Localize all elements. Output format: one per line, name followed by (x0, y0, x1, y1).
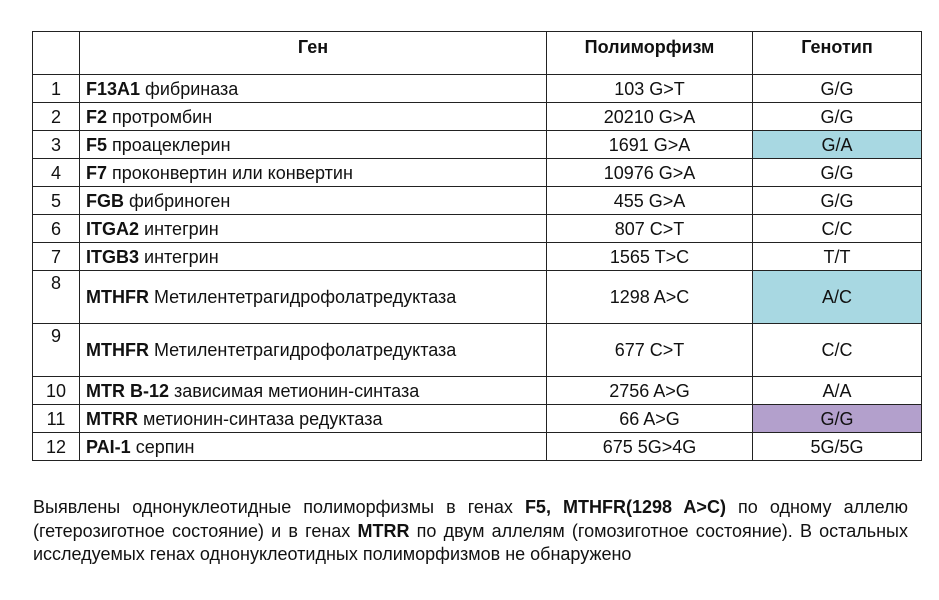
table-row (33, 159, 922, 187)
row-number: 1 (33, 75, 80, 103)
gene-cell (80, 103, 547, 131)
row-number: 6 (33, 215, 80, 243)
table-row (33, 377, 922, 405)
polymorphism-cell: 66 A>G (547, 405, 753, 433)
genotype-table (32, 31, 922, 461)
gene-name: интегрин (139, 246, 219, 267)
gene-name: Метилентетрагидрофолатредуктаза (148, 287, 457, 307)
gene-name: Метилентетрагидрофолатредуктаза (148, 340, 457, 360)
gene-name: зависимая метионин-синтаза (169, 380, 420, 401)
row-number: 8 (33, 271, 80, 324)
conclusion-paragraph (33, 496, 908, 567)
genotype-cell: G/A (753, 131, 922, 159)
gene-code: MTHFR (86, 340, 149, 360)
row-number: 10 (33, 377, 80, 405)
gene-code: PAI-1 (86, 436, 131, 457)
table-row (33, 324, 922, 377)
gene-code: F5 (86, 134, 108, 155)
polymorphism-cell: 455 G>A (547, 187, 753, 215)
gene-name: фибриноген (124, 190, 231, 211)
genotype-cell: C/C (753, 215, 922, 243)
gene-cell (80, 405, 547, 433)
row-number: 12 (33, 433, 80, 461)
genotype-cell: A/C (753, 271, 922, 324)
gene-name: проацеклерин (107, 134, 231, 155)
table-row (33, 75, 922, 103)
conclusion-heterozygous-genes: F5, MTHFR(1298 A>C) (524, 497, 726, 517)
gene-cell (80, 433, 547, 461)
gene-code: F13A1 (86, 78, 141, 99)
polymorphism-cell: 10976 G>A (547, 159, 753, 187)
polymorphism-cell: 677 C>T (547, 324, 753, 377)
polymorphism-cell: 807 C>T (547, 215, 753, 243)
gene-cell (80, 75, 547, 103)
genotype-cell: G/G (753, 405, 922, 433)
polymorphism-cell: 2756 A>G (547, 377, 753, 405)
gene-name: серпин (130, 436, 195, 457)
gene-name: проконвертин или конвертин (107, 162, 353, 183)
genotype-cell: G/G (753, 159, 922, 187)
gene-code: MTHFR (86, 287, 149, 307)
gene-name: метионин-синтаза редуктаза (138, 408, 383, 429)
conclusion-homozygous-genes: MTRR (357, 520, 410, 541)
gene-code: MTR B-12 (86, 380, 170, 401)
polymorphism-cell: 1565 T>C (547, 243, 753, 271)
gene-name: протромбин (107, 106, 213, 127)
genotype-cell: G/G (753, 75, 922, 103)
gene-cell (80, 131, 547, 159)
genotype-cell: C/C (753, 324, 922, 377)
gene-cell (80, 324, 547, 377)
row-number: 4 (33, 159, 80, 187)
gene-code: ITGA2 (86, 218, 140, 239)
gene-cell (80, 243, 547, 271)
table-row (33, 243, 922, 271)
gene-code: ITGB3 (86, 246, 140, 267)
row-number: 9 (33, 324, 80, 377)
gene-cell (80, 159, 547, 187)
polymorphism-cell: 1691 G>A (547, 131, 753, 159)
conclusion-text: по двум аллелям (гомозиготное состояние). В остальных исследуемых генах однонуклеотидных полиморфизмов не обнаружено (33, 520, 908, 564)
table-row (33, 433, 922, 461)
genotype-cell: A/A (753, 377, 922, 405)
table-row (33, 187, 922, 215)
row-number: 3 (33, 131, 80, 159)
gene-cell (80, 215, 547, 243)
genotype-cell: T/T (753, 243, 922, 271)
genotype-cell: G/G (753, 187, 922, 215)
conclusion-text: Выявлены однонуклеотидные полиморфизмы в генах (33, 497, 525, 517)
genotype-cell: G/G (753, 103, 922, 131)
polymorphism-cell: 675 5G>4G (547, 433, 753, 461)
table-row (33, 271, 922, 324)
conclusion-text: по одному аллелю (гетерозиготное состояние) и в генах (33, 497, 908, 541)
gene-cell (80, 377, 547, 405)
polymorphism-cell: 20210 G>A (547, 103, 753, 131)
header-number (33, 32, 80, 75)
row-number: 7 (33, 243, 80, 271)
gene-cell (80, 271, 547, 324)
table-row (33, 405, 922, 433)
gene-cell (80, 187, 547, 215)
gene-code: F7 (86, 162, 108, 183)
row-number: 11 (33, 405, 80, 433)
polymorphism-cell: 103 G>T (547, 75, 753, 103)
polymorphism-cell: 1298 A>C (547, 271, 753, 324)
gene-code: MTRR (86, 408, 138, 429)
table-header-row (33, 32, 922, 75)
table-row (33, 215, 922, 243)
header-polymorphism: Полиморфизм (547, 32, 753, 75)
table-row (33, 131, 922, 159)
genotype-cell: 5G/5G (753, 433, 922, 461)
gene-name: фибриназа (140, 78, 239, 99)
header-genotype: Генотип (753, 32, 922, 75)
row-number: 5 (33, 187, 80, 215)
gene-name: интегрин (139, 218, 219, 239)
gene-code: F2 (86, 106, 108, 127)
header-gene: Ген (80, 32, 547, 75)
row-number: 2 (33, 103, 80, 131)
gene-code: FGB (86, 190, 124, 211)
table-row (33, 103, 922, 131)
